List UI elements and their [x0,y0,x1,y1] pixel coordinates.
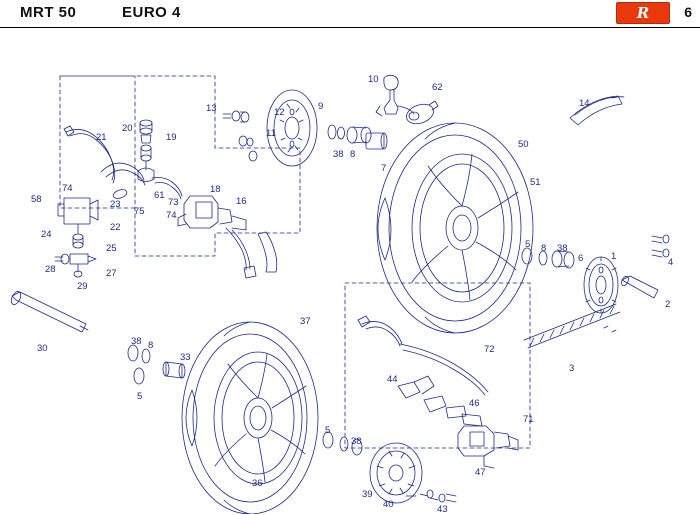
callout-number: 74 [62,183,73,194]
callout-number: 29 [77,281,88,292]
part-drive-chain [524,304,620,348]
page-number: 6 [684,4,692,20]
part-bolts-top [223,111,257,161]
part-brake-reservoir [138,120,154,182]
model-title: MRT 50 [20,4,77,21]
brand-logo-glyph: R [636,4,650,22]
callout-number: 16 [236,196,247,207]
callout-number: 61 [154,190,165,201]
callout-number: 24 [41,229,52,240]
callout-number: 50 [518,139,529,150]
callout-number: 25 [106,243,117,254]
callout-number: 3 [569,363,575,374]
callout-number: 2 [665,299,671,310]
callout-number: 28 [45,264,56,275]
callout-number: 58 [31,194,42,205]
callout-number: 23 [110,199,121,210]
part-master-cylinder [55,198,98,277]
callout-number: 37 [300,316,311,327]
callout-number: 51 [530,177,541,188]
callout-number: 4 [668,257,674,268]
callout-number: 36 [252,478,263,489]
callout-number: 74 [166,210,177,221]
callout-number: 9 [318,101,324,112]
callout-number: 13 [206,103,217,114]
callout-number: 73 [168,197,179,208]
part-rear-disc [370,443,422,503]
callout-number: 10 [368,74,379,85]
part-spacers-top [328,125,387,149]
callout-number: 8 [350,149,356,160]
callout-number: 5 [137,391,143,402]
callout-number: 38 [131,336,142,347]
callout-number: 5 [525,239,531,250]
callout-number: 8 [148,340,154,351]
callout-number: 22 [110,222,121,233]
callout-number: 72 [484,344,495,355]
callout-number: 38 [557,243,568,254]
callout-number: 71 [523,414,534,425]
callout-number: 62 [432,82,443,93]
part-front-wheel [182,322,318,514]
part-chain-axle [620,235,669,298]
callout-number: 18 [210,184,221,195]
part-front-axle [9,290,88,332]
callout-number: 27 [106,268,117,279]
dashed-group-rear-brake [345,283,530,448]
diagram-artwork [0,28,700,514]
callout-number: 43 [437,504,448,515]
callout-number: 6 [578,253,584,264]
callout-number: 1 [611,251,617,262]
part-brake-switch [376,75,438,127]
callout-number: 47 [475,467,486,478]
callout-number: 38 [333,149,344,160]
callout-number: 75 [134,206,145,217]
brand-logo [616,2,670,24]
callout-number: 30 [37,343,48,354]
part-front-hub-spacers [128,345,362,455]
parts-diagram [0,28,700,514]
callout-number: 40 [383,499,394,510]
part-rear-sprocket [584,257,618,313]
callout-number: 39 [362,489,373,500]
callout-number: 8 [541,243,547,254]
callout-number: 14 [579,98,590,109]
part-rear-wheel [377,123,533,333]
page-header [0,0,700,28]
callout-number: 21 [96,132,107,143]
callout-number: 20 [122,123,133,134]
callout-number: 44 [387,374,398,385]
callout-number: 7 [381,163,387,174]
dashed-group-front-brake [60,76,300,256]
callout-number: 38 [351,436,362,447]
callout-number: 46 [469,398,480,409]
callout-number: 5 [325,425,331,436]
emission-standard-title: EURO 4 [122,4,181,21]
callout-number: 33 [180,352,191,363]
callout-number: 19 [166,132,177,143]
callout-number: 12 [274,107,285,118]
callout-number: 11 [266,128,276,139]
